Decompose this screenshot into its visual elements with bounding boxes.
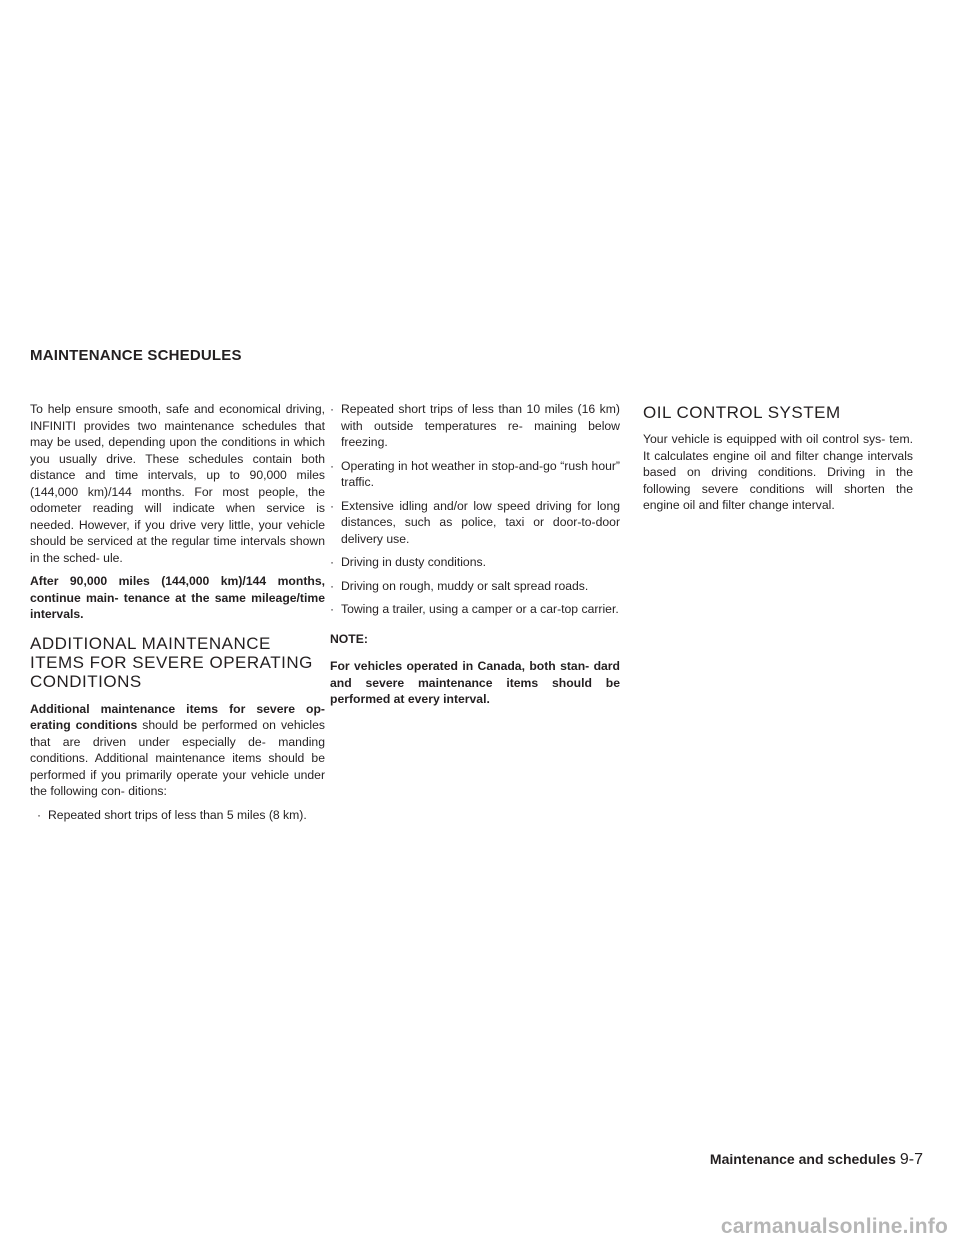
- column-left: [30, 401, 325, 830]
- severe-conditions-list-continued: [330, 401, 620, 618]
- list-item: · Driving on rough, muddy or salt spread roads.: [330, 578, 620, 595]
- list-item: · Towing a trailer, using a camper or a car-top carrier.: [330, 601, 620, 618]
- oil-control-paragraph: Your vehicle is equipped with oil control sys- tem. It calculates engine oil and filter change intervals based on driving conditions. Driving in the following severe conditions will shorten the engine oil and filter change interval.: [643, 432, 913, 512]
- list-item: · Repeated short trips of less than 10 miles (16 km) with outside temperatures re- maining below freezing.: [330, 401, 620, 451]
- note-text: For vehicles operated in Canada, both stan- dard and severe maintenance items should be performed at every interval.: [330, 659, 620, 706]
- severe-conditions-body: should be performed on vehicles that are driven under especially de- manding conditions. Additional maintenance items should be performed if you primarily operate your vehicle under the following con- ditions:: [30, 718, 325, 798]
- severe-conditions-paragraph: [30, 701, 325, 800]
- list-item: · Operating in hot weather in stop-and-go “rush hour” traffic.: [330, 458, 620, 491]
- column-right: [643, 403, 913, 521]
- watermark: carmanualsonline.info: [720, 1215, 948, 1238]
- severe-conditions-list: [30, 807, 325, 824]
- list-item: · Driving in dusty conditions.: [330, 554, 620, 571]
- severe-conditions-lead: Additional maintenance items for severe op- erating conditions: [30, 701, 325, 732]
- column-middle: [330, 401, 620, 715]
- chapter-title: Maintenance and schedules: [709, 1151, 896, 1167]
- oil-control-heading: OIL CONTROL SYSTEM: [643, 403, 841, 422]
- section-title: MAINTENANCE SCHEDULES: [30, 347, 242, 364]
- after-interval-note: After 90,000 miles (144,000 km)/144 months, continue main- tenance at the same mileage/time intervals.: [30, 574, 325, 621]
- list-item: · Repeated short trips of less than 5 miles (8 km).: [37, 807, 325, 824]
- list-item: · Extensive idling and/or low speed driving for long distances, such as police, taxi or door-to-door delivery use.: [330, 498, 620, 548]
- note-label: NOTE:: [330, 631, 368, 646]
- page-footer: [710, 1151, 923, 1169]
- intro-paragraph: To help ensure smooth, safe and economical driving, INFINITI provides two maintenance schedules that may be used, depending upon the conditions in which you usually drive. These schedules contain both distance and time intervals, up to 90,000 miles (144,000 km)/144 months. For most people, the odometer reading will indicate when service is needed. However, if you drive very little, your vehicle should be serviced at the regular time intervals shown in the sched- ule.: [30, 402, 325, 565]
- severe-conditions-heading: ADDITIONAL MAINTENANCE ITEMS FOR SEVERE OPERATING CONDITIONS: [30, 633, 313, 691]
- page-number: 9-7: [899, 1151, 923, 1168]
